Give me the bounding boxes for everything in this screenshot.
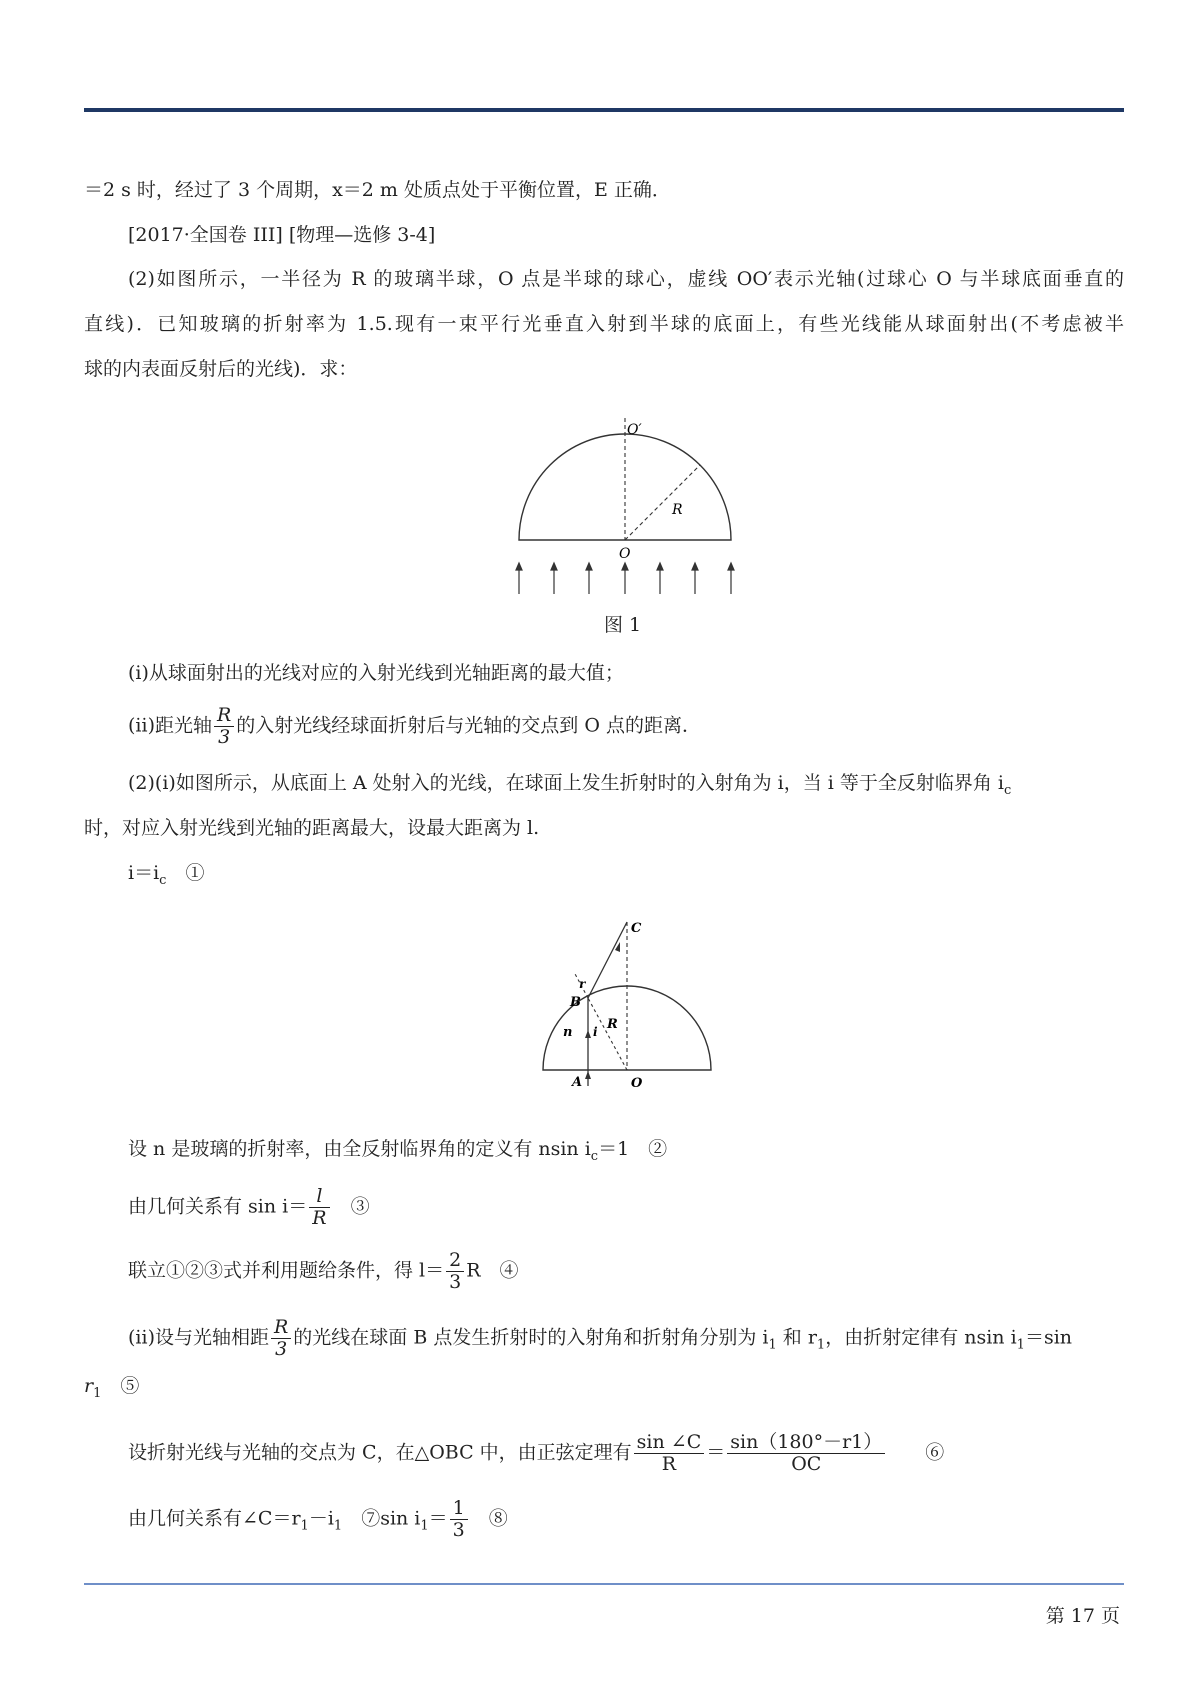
fraction-r-over-3: $\frac{R}{3}$ — [214, 705, 234, 748]
sub-question-i: (ⅰ)从球面射出的光线对应的入射光线到光轴距离的最大值； — [128, 662, 624, 684]
label-n: n — [563, 1025, 573, 1040]
label-o-prime: O′ — [627, 422, 642, 438]
equation-6: 设折射光线与光轴的交点为 C，在△OBC 中，由正弦定理有 $\frac{\sin \angle C}{R}$ ＝ $\frac{\sin(180^\circ-r1)}{OC}$ ⑥ — [128, 1431, 945, 1475]
source-line: [2017·全国卷 III] [物理—选修 3-4] — [128, 224, 436, 246]
label-r-angle: r — [579, 977, 586, 991]
label-b: B — [570, 995, 581, 1010]
equation-2: 设 n 是玻璃的折射率，由全反射临界角的定义有 nsin $i_c=1$ ② — [128, 1138, 668, 1164]
answer-line: 时，对应入射光线到光轴的距离最大，设最大距离为 l. — [84, 817, 540, 839]
ray-arrow — [585, 1071, 591, 1079]
label-r: R — [672, 502, 683, 518]
figure-1-hemisphere — [500, 418, 750, 608]
equation-3: 由几何关系有 sin i＝ $\frac{l}{R}$ ③ — [128, 1185, 370, 1229]
radius-line — [625, 465, 700, 540]
fraction-sinc-over-r: $\frac{\sin \angle C}{R}$ — [634, 1432, 705, 1475]
ray-arrow — [585, 1030, 591, 1038]
page-number: 第 17 页 — [1045, 1605, 1120, 1627]
label-a: A — [572, 1075, 583, 1090]
fraction-r-over-3: $\frac{R}{3}$ — [271, 1317, 291, 1360]
equation-4: 联立①②③式并利用题给条件，得 l＝ $\frac{2}{3}$ R ④ — [128, 1249, 519, 1293]
label-o: O — [619, 546, 631, 562]
label-r: R — [607, 1017, 618, 1032]
figure-caption: 图 1 — [604, 614, 642, 636]
text-line: ＝2 s 时，经过了 3 个周期，x＝2 m 处质点处于平衡位置，E 正确． — [84, 179, 671, 201]
label-c: C — [631, 921, 642, 936]
header-rule — [84, 108, 1124, 112]
equation-7-8: 由几何关系有$\angle C=r_1-i_1$ ⑦sin $i_1=$ $\frac{1}{3}$ ⑧ — [128, 1497, 508, 1541]
footer-rule — [84, 1583, 1124, 1585]
question-line: (2)如图所示，一半径为 R 的玻璃半球，O 点是半球的球心，虚线 OO′表示光轴(过球心 O 与半球底面垂直的 — [128, 268, 1124, 290]
equation-1: $i=i_c$ ① — [128, 862, 205, 888]
question-line: 直线)．已知玻璃的折射率为 1.5.现有一束平行光垂直入射到半球的底面上，有些光线能从球面射出(不考虑被半 — [84, 313, 1124, 335]
answer-ii-line: (ⅱ)设与光轴相距 $\frac{R}{3}$ 的光线在球面 B 点发生折射时的入射角和折射角分别为 $i_1$ 和 $r_1$，由折射定律有 nsin $i_1=\sin$ — [128, 1316, 1073, 1360]
label-o: O — [631, 1076, 643, 1091]
answer-line: (2)(ⅰ)如图所示，从底面上 A 处射入的光线，在球面上发生折射时的入射角为 i，当 i 等于全反射临界角 $i_c$ — [128, 772, 1012, 798]
fraction-two-thirds: $\frac{2}{3}$ — [446, 1250, 464, 1293]
sub-question-ii: (ⅱ)距光轴 $\frac{R}{3}$ 的入射光线经球面折射后与光轴的交点到 O 点的距离． — [128, 704, 701, 748]
incident-light-arrows — [516, 563, 734, 594]
label-i: i — [593, 1025, 598, 1039]
fraction-l-over-r: $\frac{l}{R}$ — [309, 1186, 329, 1229]
equation-5: $r_1$ ⑤ — [84, 1375, 140, 1401]
figure-2-refraction — [540, 908, 725, 1098]
question-line: 球的内表面反射后的光线)．求： — [84, 358, 358, 380]
fraction-one-third: $\frac{1}{3}$ — [450, 1498, 468, 1541]
fraction-sin180-over-oc: $\frac{\sin(180^\circ-r1)}{OC}$ — [727, 1432, 885, 1475]
